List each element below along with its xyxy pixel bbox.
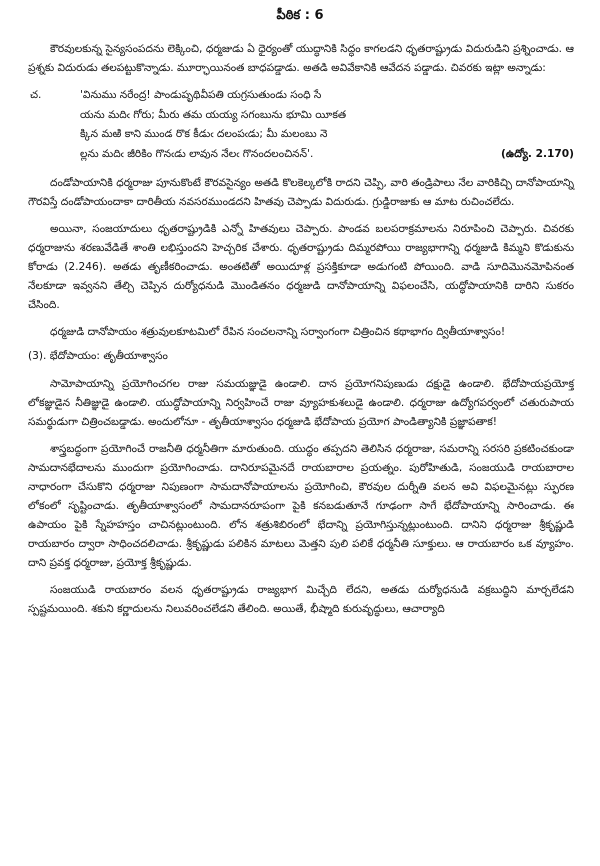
page-number-header: పీఠిక : 6: [276, 8, 324, 23]
document-body: [28, 40, 574, 627]
verse-line: క్కిన మఱి కాని ముండ రొక కీడుఁ దలంపఁడు; మీ మలంబు నె: [80, 128, 328, 140]
verse-line: యను మదిఁ గోరు; మీరు తమ యయ్య సగంబును భూమి యీకత: [80, 108, 347, 121]
paragraph: సామోపాయాన్ని ప్రయోగించగల రాజు సమయజ్ఞుడై ఉండాలి. దాన ప్రయోగనిపుణుడు దక్షుడై ఉండాలి. భేదోపాయప్రయోక్త లోకజ్ఞుడైన నీతిజ్ఞుడై ఉండాలి. యుద్ధోపాయాన్ని నిర్వహించే రాజు వ్యూహకుశలుడై ఉండాలి. ధర్మరాజు ఉద్యోగపర్వంలో చతురుపాయ సమర్థుడుగా చిత్రించబడ్డాడు. అందులోనూ - తృతీయాశ్వాసం ధర్మజుడి భేదోపాయ ప్రయోగ పాండిత్యానికి ప్రజ్ఞాపతాక!: [28, 378, 574, 428]
verse-block: [28, 86, 574, 164]
verse-lines: [80, 86, 574, 164]
verse-meter-label: చ.: [30, 89, 42, 101]
paragraph: ధర్మజుడి దానోపాయం శత్రువులకూటమిలో రేపిన సంచలనాన్ని సర్వాంగంగా చిత్రించిన కథాభాగం ద్వితీయాశ్వాసం!: [50, 326, 506, 338]
verse-line: 'వినుము నరేంద్ర! పాండుపృథివీపతి యగ్రసుతుండు సంధి సే: [80, 89, 322, 101]
paragraph: అయినా, సంజయాదులు ధృతరాష్ట్రుడికి ఎన్నో హితవులు చెప్పారు. పాండవ బలపరాక్రమాలను నిరూపించి చెప్పారు. చివరకు ధర్మరాజును శరణువేడితే శాంతి లభిస్తుందని హెచ్చరిక చేశారు. ధృతరాష్ట్రుడు దిమ్మరపోయి రాజ్యభాగాన్ని ధర్మజుడి కిమ్మని కొడుకును కోరాడు (2.246). అతడు తృణీకరించాడు. అంతటితో అయిదూళ్ల ప్రసక్తికూడా అడుగంటి పోయింది. వాడి సూదిమొనమోపినంత నేలకూడా ఇవ్వనని తేల్చి చెప్పిన దుర్యోధనుడి మొండితనం ధర్మజుడి దానోపాయాన్ని విఫలంచేసి, యద్ధోపాయానికి దారిని సుకరం చేసింది.: [28, 223, 574, 311]
section-heading: (3). భేదోపాయం: తృతీయాశ్వాసం: [28, 350, 168, 362]
paragraph: శాస్త్రబద్ధంగా ప్రయోగించే రాజనీతి ధర్మనీతిగా మారుతుంది. యుద్ధం తప్పదని తెలిసిన ధర్మరాజు, సమరాన్ని సరసరి ప్రకటించకుండా సామదానభేదాలను ముందుగా ప్రయోగించాడు. దానిరూపమైనదే రాయబారాల ప్రయత్నం. పురోహితుడి, సంజయుడి రాయబారాల నాధారంగా చేసుకొని ధర్మరాజు నిపుణంగా సామదానోపాయాలను ప్రయోగించి, కౌరవుల దుర్నీతి వలన అవి విఫలమైనట్లు స్ఫురణ లోకంలో సృష్టించాడు. తృతీయాశ్వాసంలో సామదానరూపంగా పైకి కనబడుతూనే గూఢంగా సాగే భేదోపాయాన్ని సారించాడు. ఈ ఉపాయం పైకి స్నేహహస్తం చాచినట్లుంటుంది. లోన శత్రుశిబిరంలో భేదాన్ని ప్రయోగిస్తున్నట్లుంటుంది. దానిని ధర్మరాజు శ్రీకృష్ణుడి రాయబారం ద్వారా సాధించదలిచాడు. శ్రీకృష్ణుడు పలికిన మాటలు మెత్తని పులి పలికే ధర్మనీతి సూక్తులు. ఆ రాయబారం ఒక వ్యూహం. దాని ప్రవక్త ధర్మరాజు, ప్రయోక్త శ్రీకృష్ణుడు.: [28, 443, 574, 569]
verse-line: ల్లను మదిఁ జీరికిం గొనఁడు లావున నేలఁ గొనందలంచినన్'.: [80, 147, 314, 160]
paragraph: సంజయుడి రాయబారం వలన ధృతరాష్ట్రుడు రాజ్యభాగ మిచ్చేది లేదని, అతడు దుర్యోధనుడి వక్రబుద్ధిని మార్చలేడని స్పష్టమయింది. శకుని కర్ణాదులను నిలువరించలేడని తేలింది. అయితే, భీష్మాది కురువృద్ధులు, ఆచార్యాది: [28, 584, 574, 615]
verse-reference: (ఉద్యో. 2.170): [501, 147, 574, 160]
paragraph: కౌరవులకున్న సైన్యసంపదను లెక్కించి, ధర్మజుడు ఏ ధైర్యంతో యుద్ధానికి సిద్ధం కాగలడని ధృతరాష్ట్రుడు విదురుడిని ప్రశ్నించాడు. ఆ ప్రశ్నకు విదురుడు తలపట్టుకొన్నాడు. మూర్ఛాయినంత బాధపడ్డాడు. అతడి అవివేకానికి ఆవేదన పడ్డాడు. చివరకు ఇట్లా అన్నాడు:: [28, 43, 574, 74]
paragraph: దండోపాయానికి ధర్మరాజు పూనుకొంటే కౌరవసైన్యం అతడి కొలకెల్కలోకి రాదని చెప్పి, వారి తండ్రిపాలు నేల వారికిచ్చి దానోపాయాన్ని గౌరవిస్తే దండోపాయందాకా దారితీయ నవసరముండదని హితవు చెప్పాడు విదురుడు. గ్రుడ్డిరాజుకు ఆ మాట రుచించలేదు.: [28, 177, 574, 208]
